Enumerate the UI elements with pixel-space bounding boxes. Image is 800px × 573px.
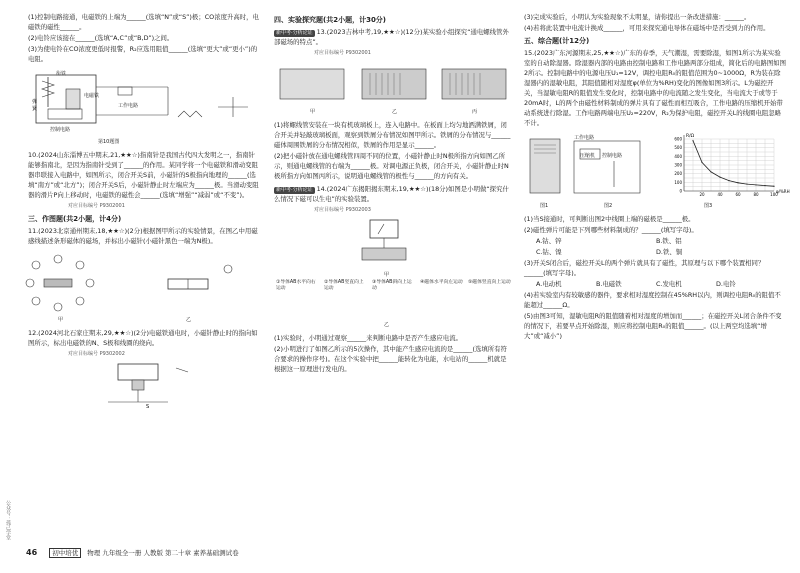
chart-y-tick: 400 [674, 153, 682, 159]
middle-column [274, 12, 512, 375]
figure-11-caption-a: 甲 [58, 317, 64, 323]
chart-point [710, 171, 711, 172]
q11: 11.(2023北京通州期末,18,★★☆)(2分)根据图甲所示的实验情景，在图乙中用磁感线描述条形磁体的磁场，并标出小磁针(小磁针黑色一端为N极)。 [28, 227, 258, 245]
side-watermark: 公众号：孤己学堂 [5, 500, 11, 540]
figure-10 [28, 67, 260, 147]
q9-part1: (1)控制电路接通，电磁铁的上端为______(选填“N”或“S”)极；CO浓度升高时，电磁铁的磁性______。 [28, 13, 259, 31]
footer-chapter: 第二十章 [165, 549, 192, 557]
figure-14-caption-b: 乙 [384, 322, 390, 328]
footer-edition: 人教版 [143, 549, 163, 557]
figure-14-diagram [274, 218, 512, 268]
chart-x-tick: 80 [753, 192, 759, 197]
q14-tag: 新中考·分析论证 [276, 187, 313, 193]
label-magnet: 电磁铁 [84, 93, 100, 99]
figure-10-caption: 第10题图 [98, 139, 120, 145]
svg-text:弹: 弹 [32, 99, 38, 105]
footer-test: 素养基础测试卷 [193, 549, 239, 557]
q14: 14.(2024广东揭阳揭东期末,19,★★☆)(18分)如图是小明做“探究什么情况下磁可以生电”的实验装置。 [274, 185, 509, 203]
q15-part2: (2)磁性弹片可能是下列哪些材料制成的？______(填写字母)。 [524, 226, 698, 234]
q9-part2: (2)电铃应该接在______(选填“A,C”或“B,D”)之间。 [28, 34, 174, 42]
q13-part2: (2)把小磁针放在通电螺线管四周不同的位置，小磁针静止时N极所指方向如图乙所示，则通电螺线管的右端为______极。对调电源正负极，闭合开关，小磁针静止时N极所指方向如图丙所示，说明通电螺线管的极性与______的方向有关。 [274, 152, 509, 180]
figure-13-caption-b: 乙 [392, 109, 398, 115]
figure-12-diagram [28, 362, 258, 408]
label-work: 工作电路 [118, 103, 139, 109]
series-badge: 初中培优 [49, 548, 81, 558]
figure-11-caption-b: 乙 [186, 317, 192, 323]
section-5-heading: 五、综合题(计12分) [524, 37, 590, 45]
q13-match-code: 对应目标编号 P9302001 [314, 50, 371, 56]
q15-part5: (5)由图3可知，湿敏电阻R的阻值随着相对湿度的增加而______；在磁控开关L闭合条件不变的情况下，若要早点开始除湿，则应将控制电阻R₀的阻值______。(以上两空均选填“增大”或“减小”) [524, 312, 782, 340]
chart-y-tick: 200 [674, 171, 682, 177]
operation-5: ⑤磁体竖直向上运动 [468, 280, 511, 285]
footer-grade: 九年级全一册 [102, 549, 142, 557]
chart-point [764, 185, 765, 186]
chart-x-tick: 20 [699, 192, 705, 197]
q15: 15.(2023广东河源期末,25,★★☆)广东的春季，天气潮湿，需要除湿，如图1所示为某实验室的自动除湿器。除湿器内部的电路由控制电路和工作电路两部分组成，简化后的电路图如图2所示。控制电路中的电源电压U₁=12V，调控电阻R₀的阻值范围为0~1000Ω，R为装在除湿器内的湿敏电阻，其阻值随相对湿度φ(单位为%RH)变化的图像如图3所示。L为磁控开关，当湿敏电阻R的阻值发生变化时，控制电路中的电流随之发生变化，当电流大于或等于20mA时，L的两个由磁性材料制成的弹片具有了磁性而相互吸合，工作电路的压缩机开始带动系统进行除湿。工作电路两端电压U₂=220V，R₂为保护电阻，磁控开关L的线圈电阻忽略不计。 [524, 49, 787, 127]
footer-subject: 物理 [87, 549, 101, 557]
fig3-caption: 图3 [704, 203, 713, 209]
chart-x-tick: 40 [717, 192, 723, 197]
operation-3: ③导体AB斜向上运动 [372, 280, 412, 291]
figure-15 [524, 131, 790, 211]
chart-y-label: R/Ω [686, 134, 695, 139]
q12: 12.(2024河北石家庄期末,29,★★☆)(2分)电磁铁通电时，小磁针静止时的指向如图所示，标出电磁铁的N、S极和线圈的绕向。 [28, 329, 258, 347]
figure-14b-panels [274, 280, 512, 320]
section-3-heading: 三、作图题(共2小题，计4分) [28, 215, 122, 223]
section-4-heading: 四、实验探究题(共2小题，计30分) [274, 16, 387, 24]
chart-y-tick: 300 [674, 162, 682, 168]
q15-part1: (1)当S接通时，可判断出图2中线圈上端的磁极是______极。 [524, 215, 695, 223]
q13-part1: (1)将螺线管安装在一块有机玻璃板上，连入电路中。在板面上均匀地洒满铁屑，闭合开关并轻敲玻璃板面，观察到铁屑分布情况如图甲所示。铁屑的分布情况与______磁体周围铁屑的分布情况相似，铁屑的作用是显示______。 [274, 121, 511, 149]
chart-point [737, 182, 738, 183]
chart-point [755, 184, 756, 185]
humidity-chart [674, 133, 789, 197]
q9-part3: (3)为使电铃在CO浓度更低时报警，R₂应选用阻值______(选填“更大”或“更小”)的电阻。 [28, 45, 258, 63]
fig2-control-label: 控制电路 [602, 153, 623, 159]
q15-3-option-b: B.电磁铁 [596, 280, 622, 288]
figure-14-caption-a: 甲 [384, 272, 390, 278]
q15-2-option-b: B.铁、铝 [656, 237, 682, 245]
figure-12 [28, 362, 260, 408]
chart-y-tick: 0 [679, 188, 682, 194]
figure-11 [28, 249, 260, 325]
q15-part4: (4)若实验室内有较敏感的器件，要求相对湿度控制在45%RH以内，则调控电阻R₀的阻值不能超过______Ω。 [524, 291, 781, 309]
q15-part3: (3)开关S闭合后，磁控开关L的两个弹片就具有了磁性，其原理与以下哪个装置相同？______(填写字母)。 [524, 259, 765, 277]
q10-match-code: 对应目标编号 P9302001 [68, 203, 125, 209]
right-column [524, 12, 790, 342]
chart-x-tick: 60 [735, 192, 741, 197]
figure-13 [274, 61, 512, 117]
figure-11-diagram [28, 249, 258, 319]
chart-x-label: φ/%RH [776, 189, 790, 194]
left-column [28, 12, 260, 411]
chart-point [692, 140, 693, 141]
chart-y-tick: 500 [674, 145, 682, 151]
chart-point [728, 180, 729, 181]
figure-10-diagram [28, 67, 258, 147]
figure-13-caption-c: 丙 [472, 109, 478, 115]
q15-2-option-a: A.钴、锌 [536, 237, 562, 245]
chart-point [701, 162, 702, 163]
svg-text:S: S [146, 404, 150, 410]
chart-point [746, 183, 747, 184]
label-control: 控制电路 [50, 127, 71, 133]
figure-13-caption-a: 甲 [310, 109, 316, 115]
chart-x-tick: 100 [770, 192, 778, 197]
q15-3-option-d: D.电铃 [716, 280, 736, 288]
fig2-work-label: 工作电路 [574, 135, 595, 141]
chart-y-tick: 100 [674, 179, 682, 185]
q14-part1: (1)实验时，小明通过观察______来判断电路中是否产生感应电流。 [274, 334, 462, 342]
operation-2: ②导体AB竖直向上运动 [324, 280, 364, 291]
page-footer [26, 548, 486, 560]
svg-text:簧: 簧 [32, 106, 38, 112]
operation-1: ①导体AB水平向右运动 [276, 280, 316, 291]
q13: 13.(2023吉林中考,19,★★☆)(12分)某实验小组探究“通电螺线管外部磁场的特点”。 [274, 28, 509, 46]
q15-2-option-c: C.钴、镍 [536, 248, 562, 256]
q12-match-code: 对应目标编号 P9302002 [68, 351, 125, 357]
page-number: 46 [26, 548, 38, 557]
chart-point [773, 186, 774, 187]
q14-part3: (3)完成实验后，小明认为实验现象不太明显，请你提出一条改进措施：______。 [524, 13, 751, 21]
fig1-caption: 图1 [540, 203, 549, 209]
label-armature: 衔铁 [56, 71, 67, 77]
fig2-compressor-label: 压缩机 [580, 153, 596, 159]
q14-part4: (4)若将此装置中电流计换成______，可用来探究通电导体在磁场中是否受到力的作用。 [524, 24, 770, 32]
q10: 10.(2024山东淄博五中期末,21,★★☆)指南针是我国古代四大发明之一，指南针能够指南北，是因为指南针受到了______的作用。某同学将一个电磁铁和滑动变阻器串联接入电路中，如图所示，闭合开关S前，小磁针的S极指向地理的______(选填“南方”或“北方”)；闭合开关S后，小磁针静止时左端应为______极。当滑动变阻器的滑片P向上移动时，电磁铁的磁性会______(选填“增强”“减弱”或“不变”)。 [28, 151, 259, 199]
figure-14 [274, 218, 512, 330]
chart-point [719, 177, 720, 178]
q14-part2: (2)小明进行了如图乙所示的5次操作，其中能产生感应电流的是______(选填所有符合要求的操作序号)。在这个实验中把______能转化为电能，水电站的______机就是根据这一原理进行发电的。 [274, 345, 507, 373]
chart-y-tick: 600 [674, 136, 682, 142]
q14-match-code: 对应目标编号 P9302003 [314, 207, 371, 213]
q15-2-option-d: D.铁、铜 [656, 248, 683, 256]
figure-13-diagram [274, 61, 512, 109]
figure-15-diagram [524, 131, 790, 203]
operation-4: ④磁体水平向左运动 [420, 280, 463, 285]
q15-3-option-c: C.发电机 [656, 280, 682, 288]
q15-3-option-a: A.电动机 [536, 280, 562, 288]
fig2-caption: 图2 [604, 203, 613, 209]
q13-tag: 新中考·分析论证 [276, 30, 313, 36]
